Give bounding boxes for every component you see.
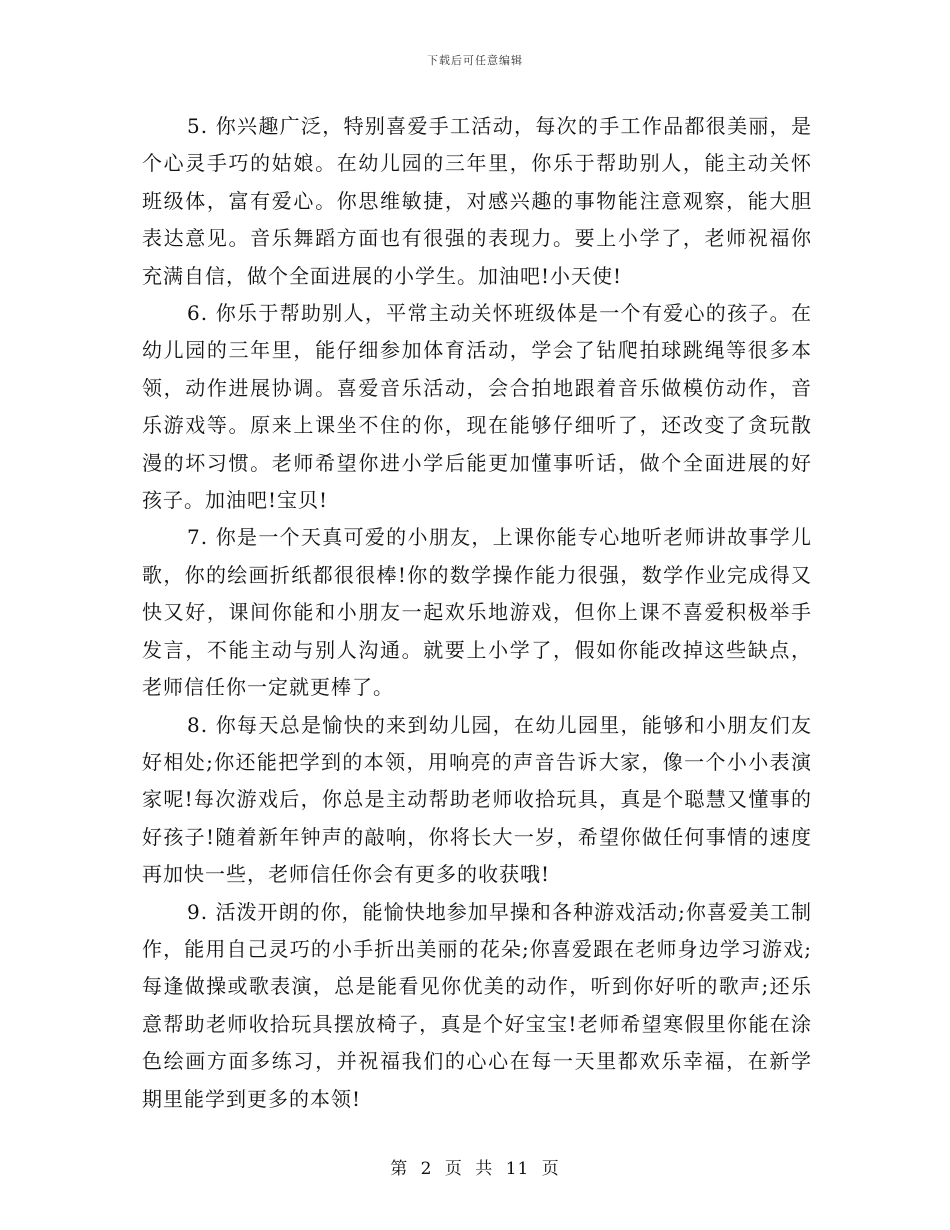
paragraph-item-7: 7. 你是一个天真可爱的小朋友，上课你能专心地听老师讲故事学儿歌，你的绘画折纸都很很棒!你的数学操作能力很强，数学作业完成得又快又好，课间你能和小朋友一起欢乐地游戏，但你上课不喜爱积极举手发言，不能主动与别人沟通。就要上小学了，假如你能改掉这些缺点，老师信任你一定就更棒了。 [142,525,812,700]
paragraph-item-6: 6. 你乐于帮助别人，平常主动关怀班级体是一个有爱心的孩子。在幼儿园的三年里，能仔细参加体育活动，学会了钻爬拍球跳绳等很多本领，动作进展协调。喜爱音乐活动，会合拍地跟着音乐做模仿动作，音乐游戏等。原来上课坐不住的你，现在能够仔细听了，还改变了贪玩散漫的坏习惯。老师希望你进小学后能更加懂事听话，做个全面进展的好孩子。加油吧!宝贝! [142,301,812,513]
page-header-note: 下载后可任意编辑 [427,54,523,67]
paragraph-item-8: 8. 你每天总是愉快的来到幼儿园，在幼儿园里，能够和小朋友们友好相处;你还能把学到的本领，用响亮的声音告诉大家，像一个小小表演家呢!每次游戏后，你总是主动帮助老师收拾玩具，真是个聪慧又懂事的好孩子!随着新年钟声的敲响，你将长大一岁，希望你做任何事情的速度再加快一些，老师信任你会有更多的收获哦! [142,712,812,887]
paragraph-item-5: 5. 你兴趣广泛，特别喜爱手工活动，每次的手工作品都很美丽，是个心灵手巧的姑娘。在幼儿园的三年里，你乐于帮助别人，能主动关怀班级体，富有爱心。你思维敏捷，对感兴趣的事物能注意观察，能大胆表达意见。音乐舞蹈方面也有很强的表现力。要上小学了，老师祝福你充满自信，做个全面进展的小学生。加油吧!小天使! [142,114,812,288]
paragraph-item-9: 9. 活泼开朗的你，能愉快地参加早操和各种游戏活动;你喜爱美工制作，能用自己灵巧的小手折出美丽的花朵;你喜爱跟在老师身边学习游戏;每逢做操或歌表演，总是能看见你优美的动作，听到你好听的歌声;还乐意帮助老师收拾玩具摆放椅子，真是个好宝宝!老师希望寒假里你能在涂色绘画方面多练习，并祝福我们的心心在每一天里都欢乐幸福，在新学期里能学到更多的本领! [142,899,812,1111]
document-body [142,108,812,1118]
page-number-footer: 第 2 页 共 11 页 [390,1159,560,1179]
